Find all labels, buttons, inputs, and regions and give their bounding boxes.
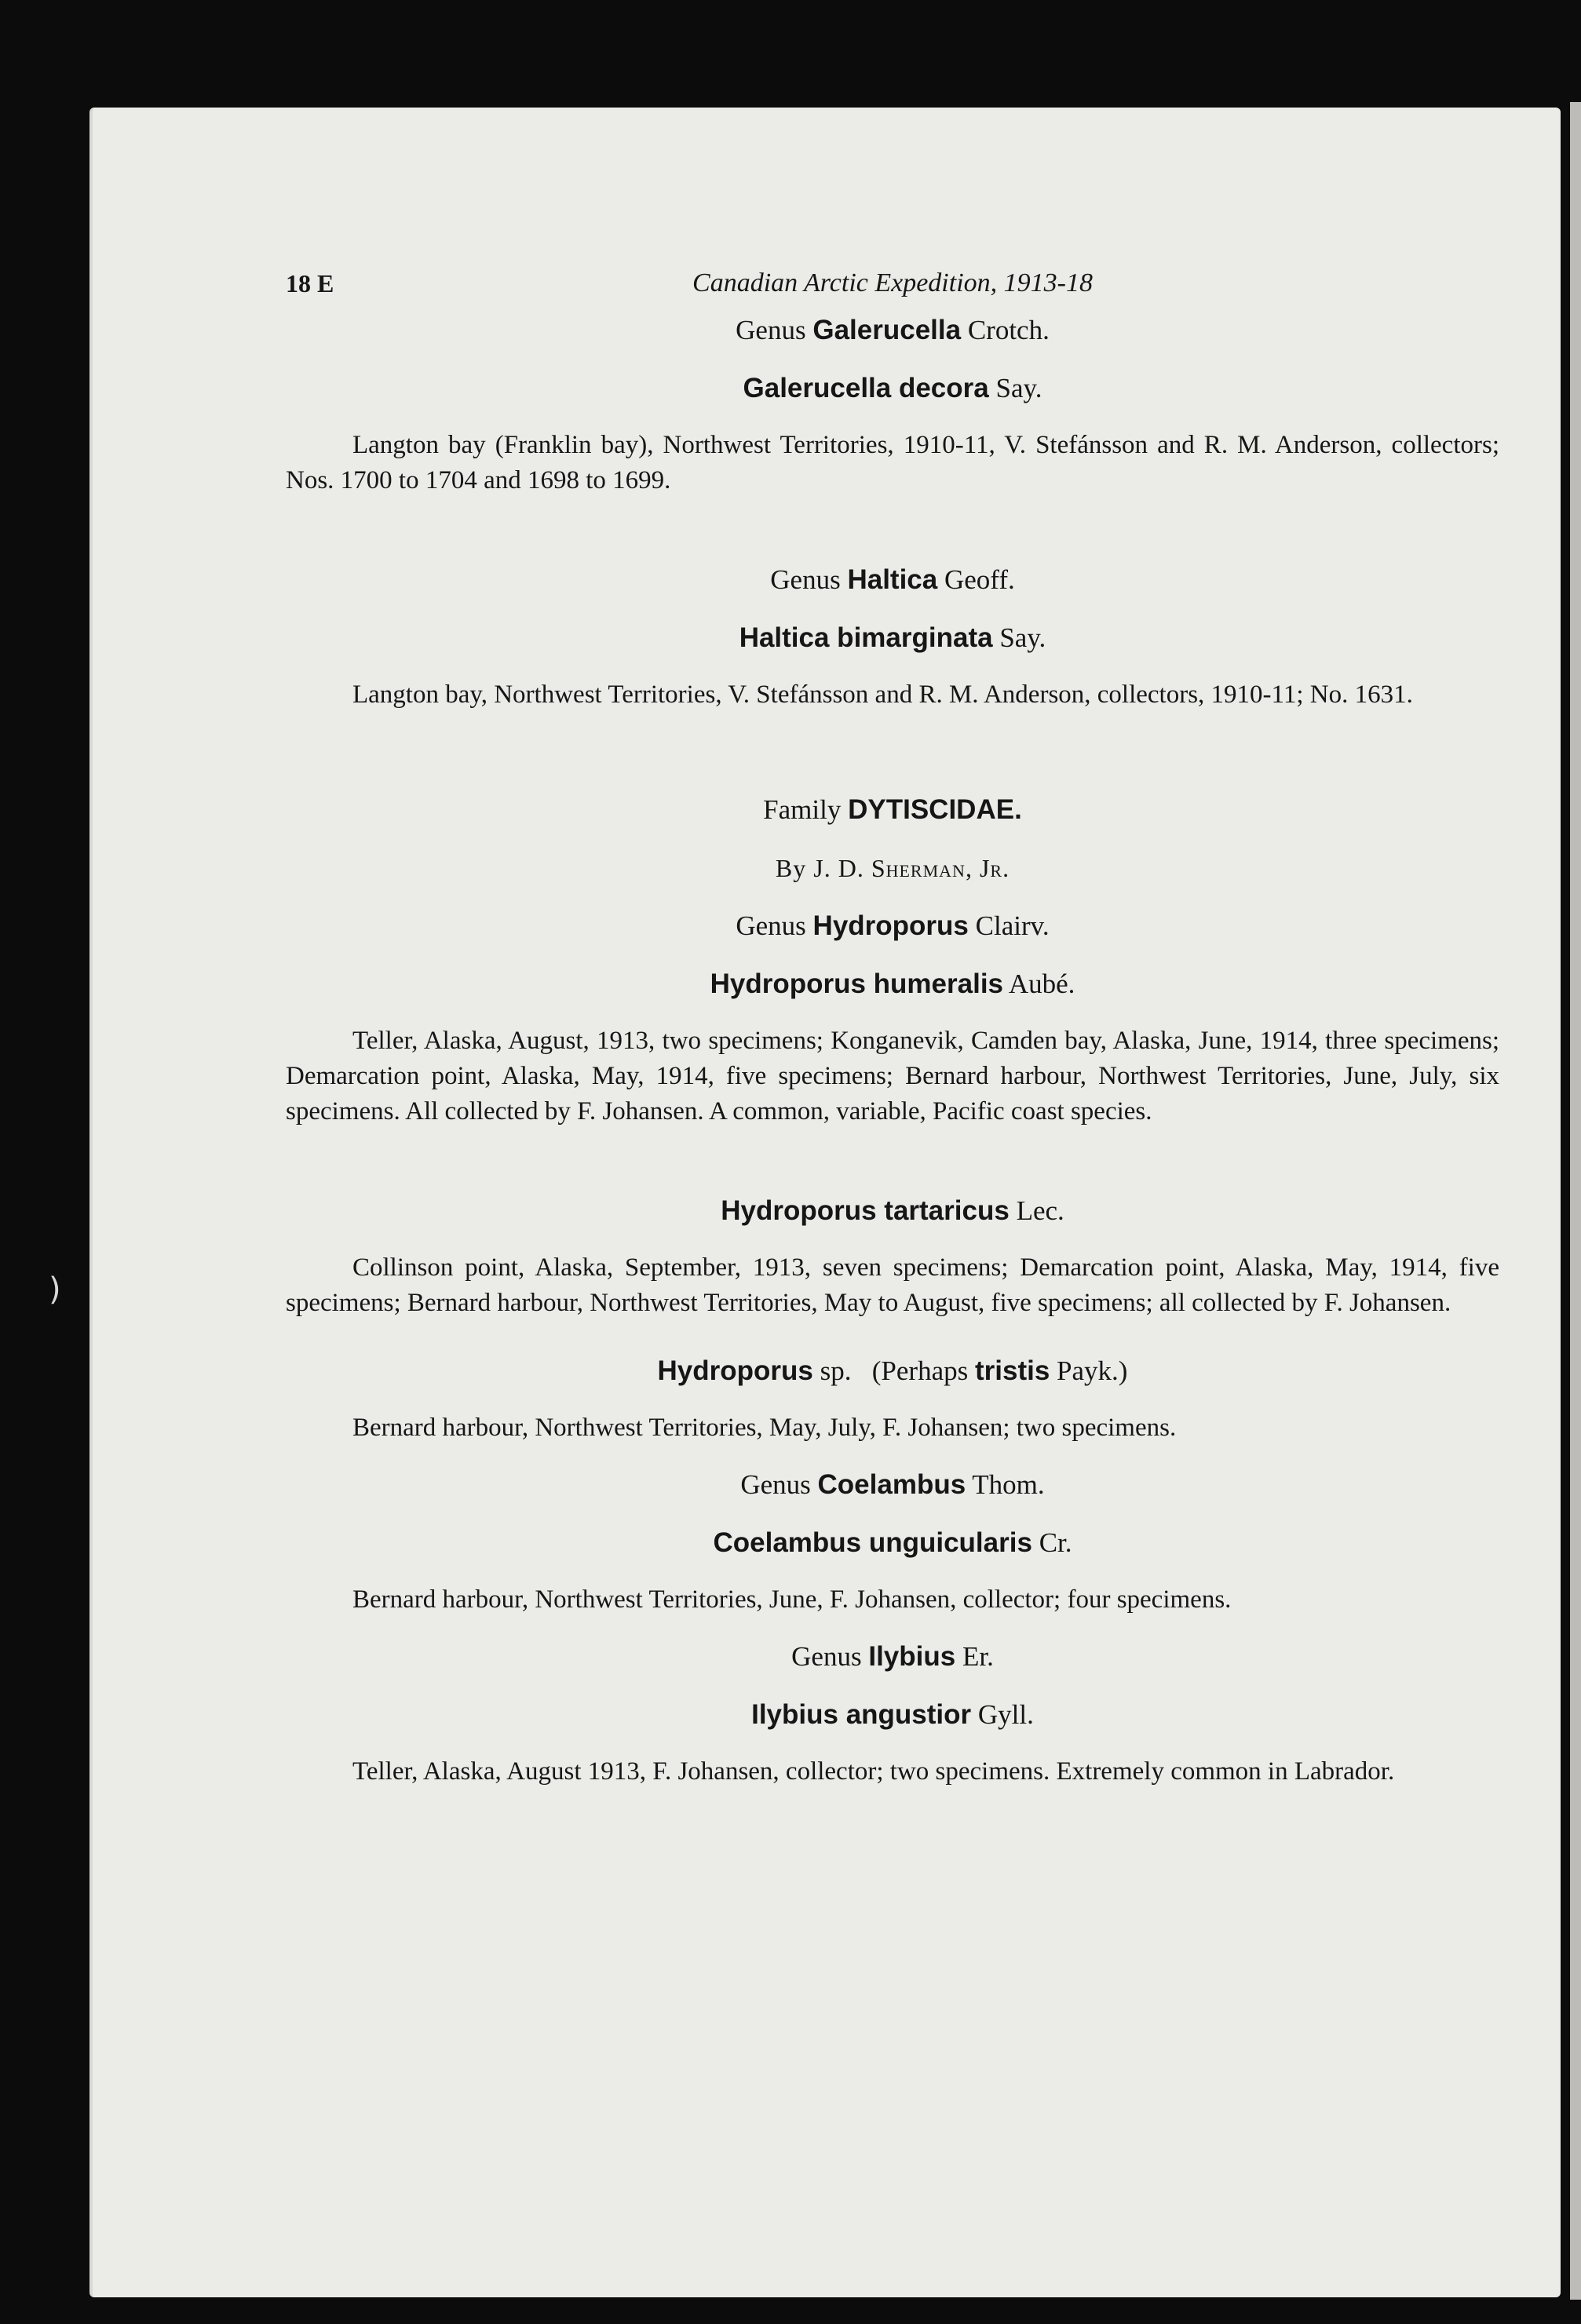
family-heading bbox=[286, 791, 1499, 829]
species-name: Coelambus unguicularis bbox=[713, 1527, 1032, 1558]
species-name: Haltica bimarginata bbox=[739, 622, 993, 653]
species-name: tristis bbox=[974, 1355, 1050, 1386]
page-content bbox=[286, 265, 1499, 1790]
species-heading-hydroporus-tartaricus bbox=[286, 1192, 1499, 1230]
species-sp: sp. bbox=[820, 1355, 852, 1386]
genus-name: Coelambus bbox=[817, 1469, 966, 1500]
genus-prefix: Genus bbox=[740, 1469, 811, 1500]
genus-prefix: Genus bbox=[736, 910, 806, 941]
family-prefix: Family bbox=[763, 794, 842, 825]
genus-heading-ilybius bbox=[286, 1638, 1499, 1676]
genus-prefix: Genus bbox=[791, 1641, 862, 1672]
species-author: Payk.) bbox=[1057, 1355, 1128, 1386]
page-number: 18 E bbox=[286, 269, 334, 297]
species-author: Aubé. bbox=[1008, 969, 1075, 999]
genus-heading-coelambus bbox=[286, 1466, 1499, 1504]
genus-author: Crotch. bbox=[967, 315, 1050, 345]
genus-author: Er. bbox=[962, 1641, 994, 1672]
byline-author: J. D. Sherman, Jr. bbox=[813, 854, 1010, 882]
family-name: DYTISCIDAE. bbox=[848, 794, 1022, 825]
genus-name: Hydroporus bbox=[812, 910, 969, 941]
byline-prefix: By bbox=[775, 854, 807, 882]
genus-heading-galerucella bbox=[286, 312, 1499, 349]
species-author: Cr. bbox=[1039, 1527, 1072, 1558]
byline bbox=[286, 849, 1499, 887]
running-header bbox=[286, 265, 1499, 302]
species-heading-hydroporus-humeralis bbox=[286, 965, 1499, 1003]
species-genus: Hydroporus bbox=[657, 1355, 813, 1386]
record-paragraph: Bernard harbour, Northwest Territories, June, F. Johansen, collector; four specimens. bbox=[352, 1585, 1232, 1614]
genus-heading-hydroporus bbox=[286, 907, 1499, 945]
record-paragraph: Teller, Alaska, August, 1913, two specimens; Konganevik, Camden bay, Alaska, June, 1914, three specimens; Demarcation point, Alaska, May, 1914, five specimens; Bernard harbour, Northwest Territories, June, July, six specimens. All collected by F. Johansen. A common, variable, Pacific coast species. bbox=[286, 1027, 1499, 1126]
genus-name: Ilybius bbox=[868, 1641, 956, 1672]
species-author: Say. bbox=[999, 622, 1046, 653]
species-heading-coelambus-unguicularis bbox=[286, 1524, 1499, 1562]
species-author: Say. bbox=[995, 373, 1042, 403]
species-author: Lec. bbox=[1016, 1195, 1064, 1226]
species-heading-hydroporus-sp bbox=[286, 1352, 1499, 1390]
species-perhaps: (Perhaps bbox=[871, 1355, 969, 1386]
scan-edge-bar bbox=[1570, 102, 1581, 2300]
scan-mark: ) bbox=[49, 1271, 61, 1308]
species-heading-haltica-bimarginata bbox=[286, 619, 1499, 657]
genus-author: Clairv. bbox=[975, 910, 1050, 941]
book-page bbox=[89, 108, 1561, 2297]
species-name: Hydroporus tartaricus bbox=[721, 1195, 1010, 1226]
genus-heading-haltica bbox=[286, 561, 1499, 599]
species-name: Hydroporus humeralis bbox=[710, 969, 1004, 999]
running-title: Canadian Arctic Expedition, 1913-18 bbox=[692, 268, 1093, 297]
record-paragraph: Collinson point, Alaska, September, 1913, seven specimens; Demarcation point, Alaska, May, 1914, five specimens; Bernard harbour, Northwest Territories, May to August, five specimens; all collected by F. Johansen. bbox=[286, 1253, 1499, 1317]
genus-name: Galerucella bbox=[812, 315, 962, 345]
species-author: Gyll. bbox=[977, 1699, 1034, 1730]
species-heading-galerucella-decora bbox=[286, 370, 1499, 407]
genus-prefix: Genus bbox=[736, 315, 806, 345]
genus-name: Haltica bbox=[847, 564, 938, 595]
species-heading-ilybius-angustior bbox=[286, 1696, 1499, 1734]
genus-prefix: Genus bbox=[770, 564, 841, 595]
record-paragraph: Bernard harbour, Northwest Territories, May, July, F. Johansen; two specimens. bbox=[352, 1414, 1177, 1442]
record-paragraph: Langton bay (Franklin bay), Northwest Territories, 1910-11, V. Stefánsson and R. M. Anderson, collectors; Nos. 1700 to 1704 and 1698 to 1699. bbox=[286, 431, 1499, 494]
genus-author: Geoff. bbox=[944, 564, 1015, 595]
genus-author: Thom. bbox=[972, 1469, 1045, 1500]
record-paragraph: Langton bay, Northwest Territories, V. Stefánsson and R. M. Anderson, collectors, 1910-11; No. 1631. bbox=[352, 680, 1413, 709]
species-name: Ilybius angustior bbox=[751, 1699, 972, 1730]
record-paragraph: Teller, Alaska, August 1913, F. Johansen, collector; two specimens. Extremely common in Labrador. bbox=[352, 1757, 1395, 1786]
species-name: Galerucella decora bbox=[743, 373, 989, 403]
